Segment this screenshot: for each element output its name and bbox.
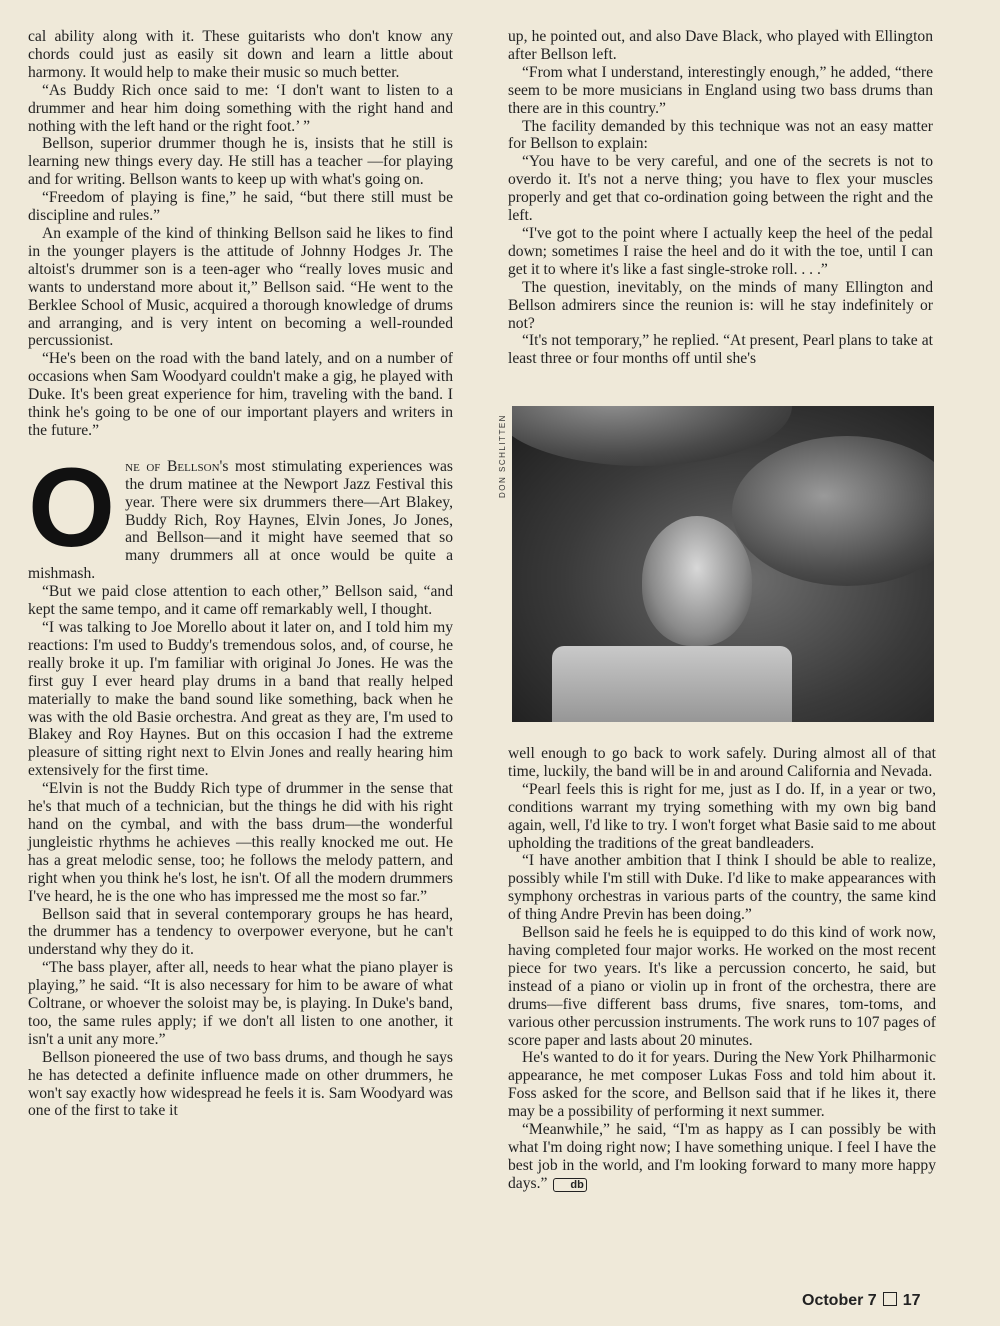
photo-credit: DON SCHLITTEN [498, 414, 507, 498]
paragraph: He's wanted to do it for years. During the New York Philharmonic appearance, he met composer Lukas Foss and told him about it. Foss asked for the score, and Bellson said that if he likes it, there may be a possibility of performing it next summer. [508, 1049, 936, 1121]
drum-shape [552, 646, 792, 722]
page-number: 17 [902, 1292, 921, 1309]
paragraph: “It's not temporary,” he replied. “At present, Pearl plans to take at least three or four months off until she's [508, 332, 933, 368]
section-opening-paragraph [28, 444, 454, 583]
paragraph: cal ability along with it. These guitarists who don't know any chords could just as easily sit down and learn a little about harmony. It would help to make their music so much better. [28, 28, 453, 81]
article-column-right-top [508, 28, 933, 368]
paragraph: “He's been on the road with the band lately, and on a number of occasions when Sam Woodyard couldn't make a gig, he played with Duke. It's been great experience for him, traveling with the band. I think he's going to be one of our important players and writers in the future.” [28, 350, 453, 439]
end-mark-logo: db [553, 1178, 586, 1192]
paragraph: “You have to be very careful, and one of the secrets is not to overdo it. It's not a nerve thing; you have to flex your muscles properly and get that co-ordination going between the right and the left. [508, 153, 933, 225]
drummer-photo [512, 406, 934, 722]
small-caps-lead: ne of Bellson [125, 457, 220, 475]
paragraph: “I was talking to Joe Morello about it later on, and I told him my reactions: I'm used to Buddy's tremendous solos, and, of course, he really broke it up. I'm familiar with original Jo Jones. He was the first guy I ever heard play drums in a band that really helped materially to make the band sound like something, back when he was with the old Basie orchestra. And great as they are, I'm used to Blakey and Roy Haynes. But on this occasion I had the extreme pleasure of sitting right next to Elvin Jones and really hearing him extensively for the first time. [28, 619, 453, 780]
paragraph: Bellson said that in several contemporary groups he has heard, the drummer has a tendency to overpower everyone, but he can't understand why they do it. [28, 905, 453, 959]
paragraph: Bellson said he feels he is equipped to do this kind of work now, having completed four major works. He worked on the most recent piece for two years. It's like a percussion concerto, he said, but instead of a piano or violin up in front of the orchestra, there are drums—five different bass drums, five snares, tom-toms, and various other percussion instruments. The work runs to 107 pages of score paper and lasts about 20 minutes. [508, 924, 936, 1049]
box-ornament [883, 1292, 897, 1306]
paragraph-text: “Meanwhile,” he said, “I'm as happy as I can possibly be with what I'm doing right now; I have something unique. I feel I have the best job in the world, and I'm looking forward to many more happy days.” [508, 1121, 936, 1192]
article-column-left [28, 28, 453, 1120]
paragraph: “I have another ambition that I think I should be able to realize, possibly while I'm still with Duke. I'd like to make appearances with symphony orchestras in various parts of the country, the same kind of thing Andre Previn has been doing.” [508, 852, 936, 924]
paragraph: “From what I understand, interestingly enough,” he added, “there seem to be more musicians in England using two bass drums than there are in this country.” [508, 63, 933, 117]
paragraph: up, he pointed out, and also Dave Black, who played with Ellington after Bellson left. [508, 28, 933, 63]
paragraph: “Pearl feels this is right for me, just as I do. If, in a year or two, conditions warrant my trying something with my own big band again, well, I'd like to try. I won't forget what Basie said to me about upholding the traditions of the great bandleaders. [508, 780, 936, 852]
paragraph: An example of the kind of thinking Bellson said he likes to find in the younger players is the attitude of Johnny Hodges Jr. The altoist's drummer son is a teen-ager who “really loves music and wants to understand more about it,” Bellson said. “He went to the Berklee School of Music, acquired a thorough knowledge of drums and arranging, and is very intent on becoming a well-rounded percussionist. [28, 224, 453, 350]
paragraph: Bellson pioneered the use of two bass drums, and though he says he has detected a definite influence made on other drummers, he won't say exactly how widespread he feels it is. Sam Woodyard was one of the first to take it [28, 1048, 453, 1120]
paragraph: Bellson, superior drummer though he is, insists that he still is learning new things every day. He still has a teacher —for playing and for writing. Bellson wants to keep up with what's going on. [28, 135, 453, 189]
paragraph: “As Buddy Rich once said to me: ‘I don't want to listen to a drummer and hear him doing something with the right hand and nothing with the left hand or the right foot.’ ” [28, 81, 453, 135]
article-column-right-bottom [508, 745, 936, 1193]
paragraph: The question, inevitably, on the minds of many Ellington and Bellson admirers since the reunion is: will he stay indefinitely or not? [508, 278, 933, 332]
drummer-figure [642, 516, 752, 646]
paragraph [508, 1121, 936, 1193]
paragraph: “Elvin is not the Buddy Rich type of drummer in the sense that he's that much of a technician, but the things he did with his right hand on the cymbal, and with the bass drum—the wonderful jungleistic rhythms he achieves —this really knocked me out. He has a great melodic sense, too; he follows the melody pattern, and right when you think he's lost, he isn't. Of all the modern drummers I've heard, he is the one who has impressed me the most so far.” [28, 780, 453, 905]
cymbal-shape [512, 406, 792, 466]
paragraph: “But we paid close attention to each other,” Bellson said, “and kept the same tempo, and it came off remarkably well, I thought. [28, 583, 453, 619]
paragraph: The facility demanded by this technique was not an easy matter for Bellson to explain: [508, 117, 933, 153]
paragraph: well enough to go back to work safely. During almost all of that time, luckily, the band will be in and around California and Nevada. [508, 745, 936, 780]
page-footer [802, 1292, 920, 1310]
paragraph: “I've got to the point where I actually keep the heel of the pedal down; sometimes I raise the heel and do it with the toe, until I can get it to where it's like a fast single-stroke roll. . . .” [508, 224, 933, 278]
cymbal-shape [732, 436, 934, 586]
issue-date: October 7 [802, 1292, 877, 1309]
paragraph-text: 's most stimulating experiences was the drum matinee at the Newport Jazz Festival this year. There were six drummers there—Art Blakey, Buddy Rich, Roy Haynes, Elvin Jones, Jo Jones, and Bellson—and it might have seemed that so many drummers all at once would be quite a mishmash. [28, 457, 454, 583]
drop-cap: O [28, 444, 116, 570]
paragraph: “Freedom of playing is fine,” he said, “but there still must be discipline and rules.” [28, 189, 453, 225]
paragraph: “The bass player, after all, needs to hear what the piano player is playing,” he said. “It is also necessary for him to be aware of what Coltrane, or whoever the soloist may be, is playing. In Duke's band, too, the same rules apply; if we don't all listen to one another, it isn't a unit any more.” [28, 959, 453, 1048]
